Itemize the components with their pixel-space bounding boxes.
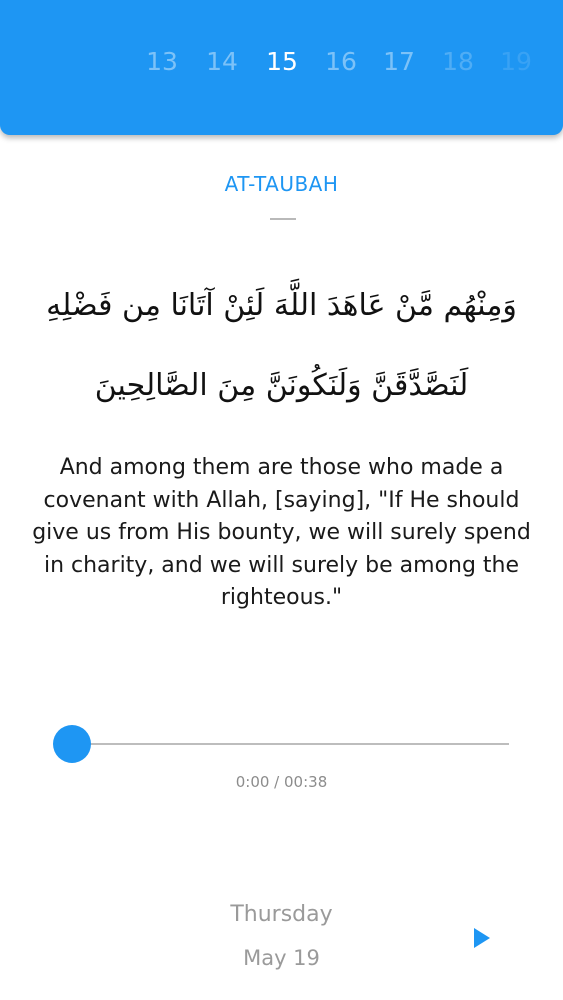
audio-progress-track[interactable] xyxy=(72,743,509,745)
arabic-line-1: وَمِنْهُم مَّنْ عَاهَدَ اللَّهَ لَئِنْ آتَانَا مِن فَضْلِهِ xyxy=(46,288,517,323)
verse-number-strip[interactable] xyxy=(0,40,563,84)
date-date: May 19 xyxy=(243,946,320,970)
verse-translation: And among them are those who made a covenant with Allah, [saying], "If He should give us from His bounty, we will surely spend in charity, and we will surely be among the righteous." xyxy=(32,455,531,610)
play-button[interactable] xyxy=(466,922,496,952)
verse-number-15-current[interactable]: 15 xyxy=(266,47,298,76)
audio-progress-knob[interactable] xyxy=(53,725,91,763)
date-day: Thursday xyxy=(230,902,333,927)
verse-number-16[interactable]: 16 xyxy=(325,47,357,76)
title-divider xyxy=(270,218,296,220)
audio-time-display: 0:00 / 00:38 xyxy=(235,773,328,791)
verse-header xyxy=(0,0,563,135)
arabic-verse-text xyxy=(30,266,533,426)
play-icon xyxy=(474,928,490,948)
verse-number-19[interactable]: 19 xyxy=(500,47,532,76)
verse-number-18[interactable]: 18 xyxy=(442,47,474,76)
arabic-line-2: لَنَصَّدَّقَنَّ وَلَنَكُونَنَّ مِنَ الصَّالِحِينَ xyxy=(94,368,469,403)
surah-title: AT-TAUBAH xyxy=(224,172,339,196)
verse-number-13[interactable]: 13 xyxy=(146,47,178,76)
verse-number-17[interactable]: 17 xyxy=(383,47,415,76)
verse-number-14[interactable]: 14 xyxy=(206,47,238,76)
